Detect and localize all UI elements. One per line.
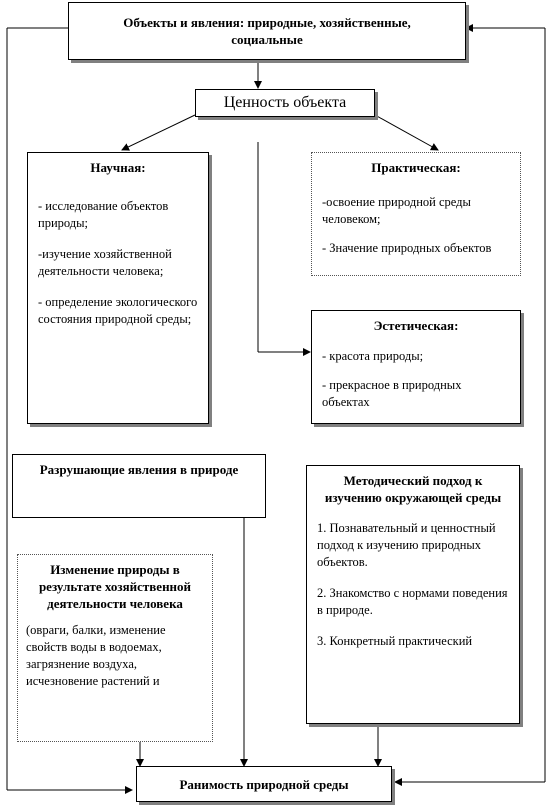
value-text: Ценность объекта (223, 94, 347, 111)
practical-item-2: - Значение природных объектов (322, 241, 492, 255)
scientific-title: Научная: (90, 160, 146, 175)
destructive-box (12, 454, 266, 518)
aesthetic-item-2: - прекрасное в природных объектах (322, 378, 462, 409)
method-title: Методический подход к изучению окружающей среды (324, 473, 502, 505)
destructive-text: Разрушающие явления в природе (39, 462, 239, 477)
scientific-item-1: - исследование объектов природы; (38, 199, 169, 230)
changes-body: (овраги, балки, изменение свойств воды в водоемах, загрязнение воздуха, исчезновение растений и (26, 623, 166, 688)
aesthetic-box (311, 310, 521, 424)
method-item-3: 3. Конкретный практический (317, 634, 473, 648)
scientific-box (27, 152, 209, 424)
vulnerability-text: Ранимость природной среды (179, 776, 349, 792)
objects-box (68, 2, 466, 60)
method-item-1: 1. Познавательный и ценностный подход к изучению природных объектов. (317, 521, 496, 569)
changes-box (17, 554, 213, 742)
aesthetic-title: Эстетическая: (373, 318, 459, 333)
changes-title: Изменение природы в результате хозяйственной деятельности человека (38, 562, 192, 611)
practical-item-1: -освоение природной среды человеком; (322, 195, 471, 226)
arrow-value-to-practical (375, 115, 438, 150)
method-item-2: 2. Знакомство с нормами поведения в природе. (317, 586, 508, 617)
arrow-value-to-scientific (122, 115, 195, 150)
practical-title: Практическая: (371, 160, 461, 175)
aesthetic-item-1: - красота природы; (322, 349, 424, 363)
scientific-item-3: - определение экологического состояния природной среды; (38, 295, 198, 326)
value-box (195, 89, 375, 117)
scientific-item-2: -изучение хозяйственной деятельности человека; (38, 247, 172, 278)
practical-box (311, 152, 521, 276)
method-box (306, 465, 520, 724)
vulnerability-box (136, 766, 392, 802)
objects-text: Объекты и явления: природные, хозяйственные, социальные (123, 15, 411, 47)
